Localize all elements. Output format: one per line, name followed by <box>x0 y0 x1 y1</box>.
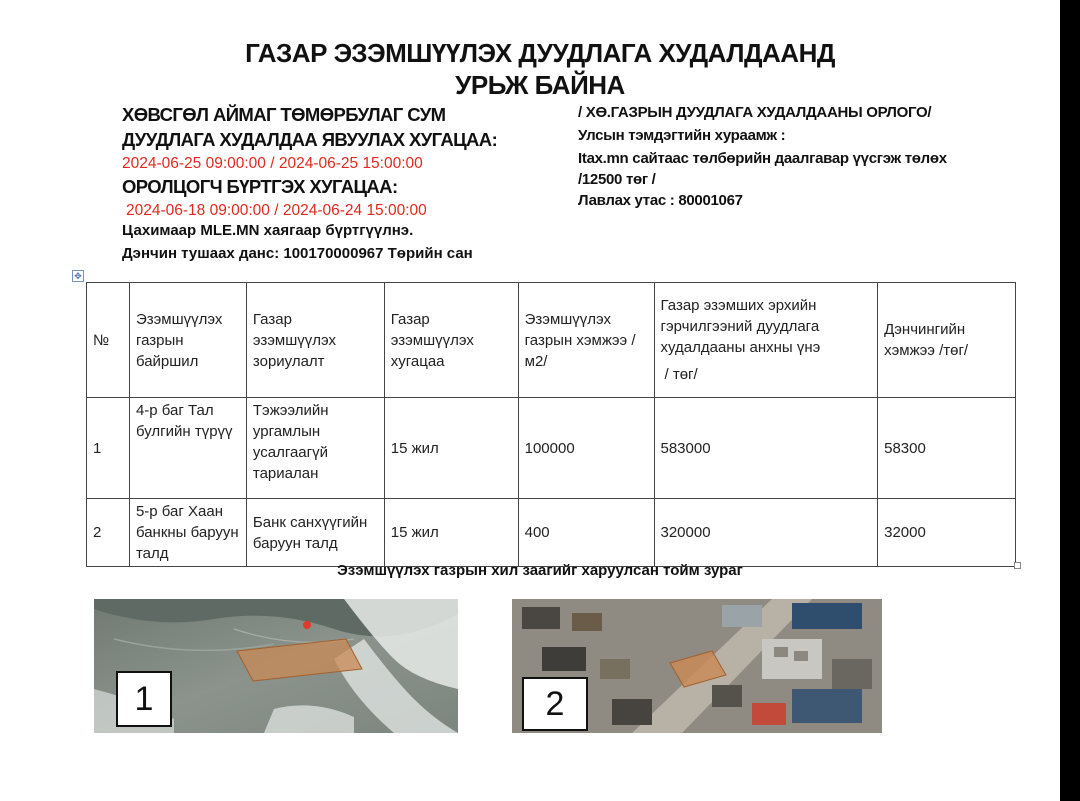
itax-note: Itax.mn сайтаас төлбөрийн даалгавар үүсгэж төлөх <box>578 150 947 167</box>
header-term: Газар эзэмшүүлэх хугацаа <box>384 283 518 398</box>
contact-phone: Лавлах утас : 80001067 <box>578 192 743 209</box>
deposit-account: Дэнчин тушаах данс: 100170000967 Төрийн сан <box>122 245 473 262</box>
header-deposit: Дэнчингийн хэмжээ /төг/ <box>878 283 1016 398</box>
fee-amount: /12500 төг / <box>578 171 656 188</box>
cell-location: 5-р баг Хаан банкны баруун талд <box>129 499 246 567</box>
table-header-row <box>87 283 1016 398</box>
cell-no: 2 <box>87 499 130 567</box>
header-price-unit: / төг/ <box>664 366 698 383</box>
income-label: / ХӨ.ГАЗРЫН ДУУДЛАГА ХУДАЛДААНЫ ОРЛОГО/ <box>578 104 932 121</box>
header-price-text: Газар эзэмших эрхийн гэрчилгээний дуудлага худалдааны анхны үнэ <box>660 297 821 356</box>
header-price <box>654 283 878 398</box>
cell-deposit: 58300 <box>878 398 1016 499</box>
header-location: Эзэмшүүлэх газрын байршил <box>129 283 246 398</box>
location-heading: ХӨВСГӨЛ АЙМАГ ТӨМӨРБУЛАГ СУМ <box>122 104 446 125</box>
map-label-1: 1 <box>116 671 172 727</box>
cell-deposit: 32000 <box>878 499 1016 567</box>
cell-term: 15 жил <box>384 499 518 567</box>
stamp-duty-label: Улсын тэмдэгтийн хураамж : <box>578 127 786 144</box>
auction-time-value: 2024-06-25 09:00:00 / 2024-06-25 15:00:00 <box>122 155 423 172</box>
maps-caption: Эзэмшүүлэх газрын хил заагийг харуулсан тойм зураг <box>337 562 743 579</box>
table-move-handle-icon[interactable]: ✥ <box>72 270 84 282</box>
page-title-line1: ГАЗАР ЭЗЭМШҮҮЛЭХ ДУУДЛАГА ХУДАЛДААНД <box>245 38 835 68</box>
map-label-2: 2 <box>522 677 588 731</box>
page-title-line2: УРЬЖ БАЙНА <box>455 70 625 100</box>
online-registration-note: Цахимаар MLE.MN хаягаар бүртгүүлнэ. <box>122 222 414 239</box>
header-purpose: Газар эзэмшүүлэх зориулалт <box>246 283 384 398</box>
auction-time-label: ДУУДЛАГА ХУДАЛДАА ЯВУУЛАХ ХУГАЦАА: <box>122 129 498 150</box>
cell-no: 1 <box>87 398 130 499</box>
header-no: № <box>87 283 130 398</box>
cell-area: 400 <box>518 499 654 567</box>
cell-term: 15 жил <box>384 398 518 499</box>
cell-price: 583000 <box>654 398 878 499</box>
cell-purpose: Тэжээлийн ургамлын усалгаагүй тариалан <box>246 398 384 499</box>
map-image-2 <box>512 599 882 733</box>
cell-location: 4-р баг Тал булгийн түрүү <box>129 398 246 499</box>
auction-table <box>86 282 1016 567</box>
registration-value: 2024-06-18 09:00:00 / 2024-06-24 15:00:00 <box>126 202 427 219</box>
registration-label: ОРОЛЦОГЧ БҮРТГЭХ ХУГАЦАА: <box>122 176 398 197</box>
map-image-1 <box>94 599 458 733</box>
table-row <box>87 499 1016 567</box>
cell-area: 100000 <box>518 398 654 499</box>
table-row <box>87 398 1016 499</box>
header-area: Эзэмшүүлэх газрын хэмжээ /м2/ <box>518 283 654 398</box>
cell-price: 320000 <box>654 499 878 567</box>
cell-purpose: Банк санхүүгийн баруун талд <box>246 499 384 567</box>
